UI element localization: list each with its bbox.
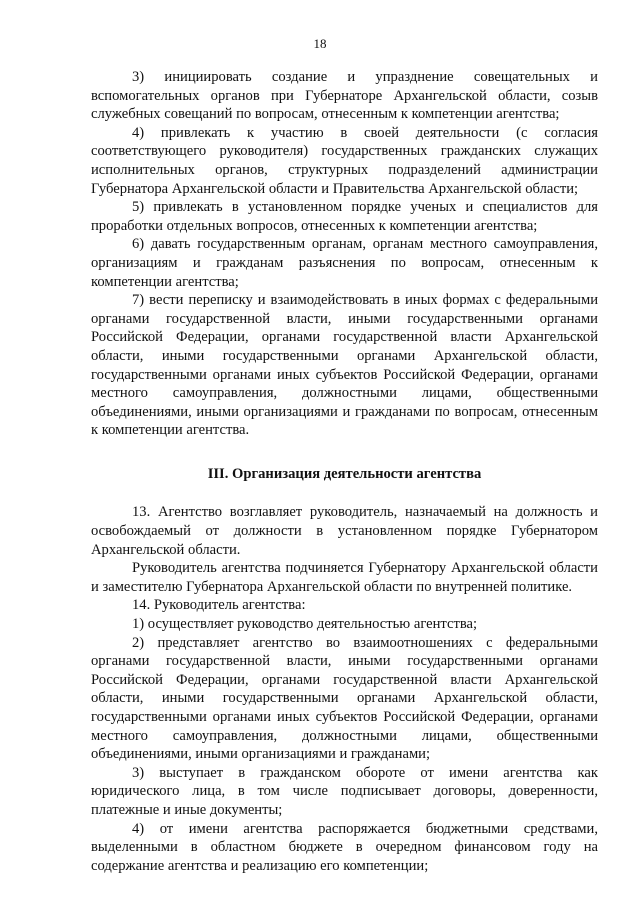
paragraph-14-item-2: 2) представляет агентство во взаимоотношениях с федеральными органами государственной власти, иными государственными органами Российской Федерации, органами государственной власти Архангельской области, иными государственными органами Архангельской области, государственными органами иных субъектов Российской Федерации, органами местного самоуправления, должностными лицами, общественными объединениями, иными организациями и гражданами; bbox=[91, 634, 598, 763]
paragraph-14-item-4: 4) от имени агентства распоряжается бюджетными средствами, выделенными в областном бюджете в очередном финансовом году на содержание агентства и реализацию его компетенции; bbox=[91, 820, 598, 874]
page-number: 18 bbox=[313, 36, 327, 51]
paragraph-item-7: 7) вести переписку и взаимодействовать в иных формах с федеральными органами государственной власти, иными государственными органами Российской Федерации, органами государственной власти Архангельской области, иными государственными органами Архангельской области, государственными органами иных субъектов Российской Федерации, органами местного самоуправления, должностными лицами, общественными объединениями, иными организациями и гражданами по вопросам, отнесенным к компетенции агентства. bbox=[91, 292, 598, 439]
paragraph-item-5: 5) привлекать в установленном порядке ученых и специалистов для проработки отдельных вопросов, отнесенных к компетенции агентства; bbox=[91, 199, 598, 234]
paragraph-item-3: 3) инициировать создание и упразднение совещательных и вспомогательных органов при Губернаторе Архангельской области, созыв служебных совещаний по вопросам, отнесенным к компетенции агентства; bbox=[91, 69, 598, 123]
paragraph-14-item-1: 1) осуществляет руководство деятельностью агентства; bbox=[132, 616, 478, 633]
paragraph-13: 13. Агентство возглавляет руководитель, назначаемый на должность и освобождаемый от должности в установленном порядке Губернатором Архангельской области. bbox=[91, 504, 598, 558]
paragraph-head-subordination: Руководитель агентства подчиняется Губернатору Архангельской области и заместителю Губернатора Архангельской области по внутренней политике. bbox=[91, 560, 598, 595]
section-heading: III. Организация деятельности агентства bbox=[207, 465, 482, 482]
paragraph-14-item-3: 3) выступает в гражданском обороте от имени агентства как юридического лица, в том числе подписывает договоры, доверенности, платежные и иные документы; bbox=[91, 764, 598, 818]
document-body bbox=[91, 68, 598, 875]
paragraph-item-4: 4) привлекать к участию в своей деятельности (с согласия соответствующего руководителя) государственных гражданских служащих исполнительных органов, структурных подразделений администрации Губернатора Архангельской области и Правительства Архангельской области; bbox=[91, 124, 598, 197]
paragraph-14: 14. Руководитель агентства: bbox=[132, 597, 306, 614]
paragraph-item-6: 6) давать государственным органам, органам местного самоуправления, организациям и гражданам разъяснения по вопросам, отнесенным к компетенции агентства; bbox=[91, 236, 598, 290]
